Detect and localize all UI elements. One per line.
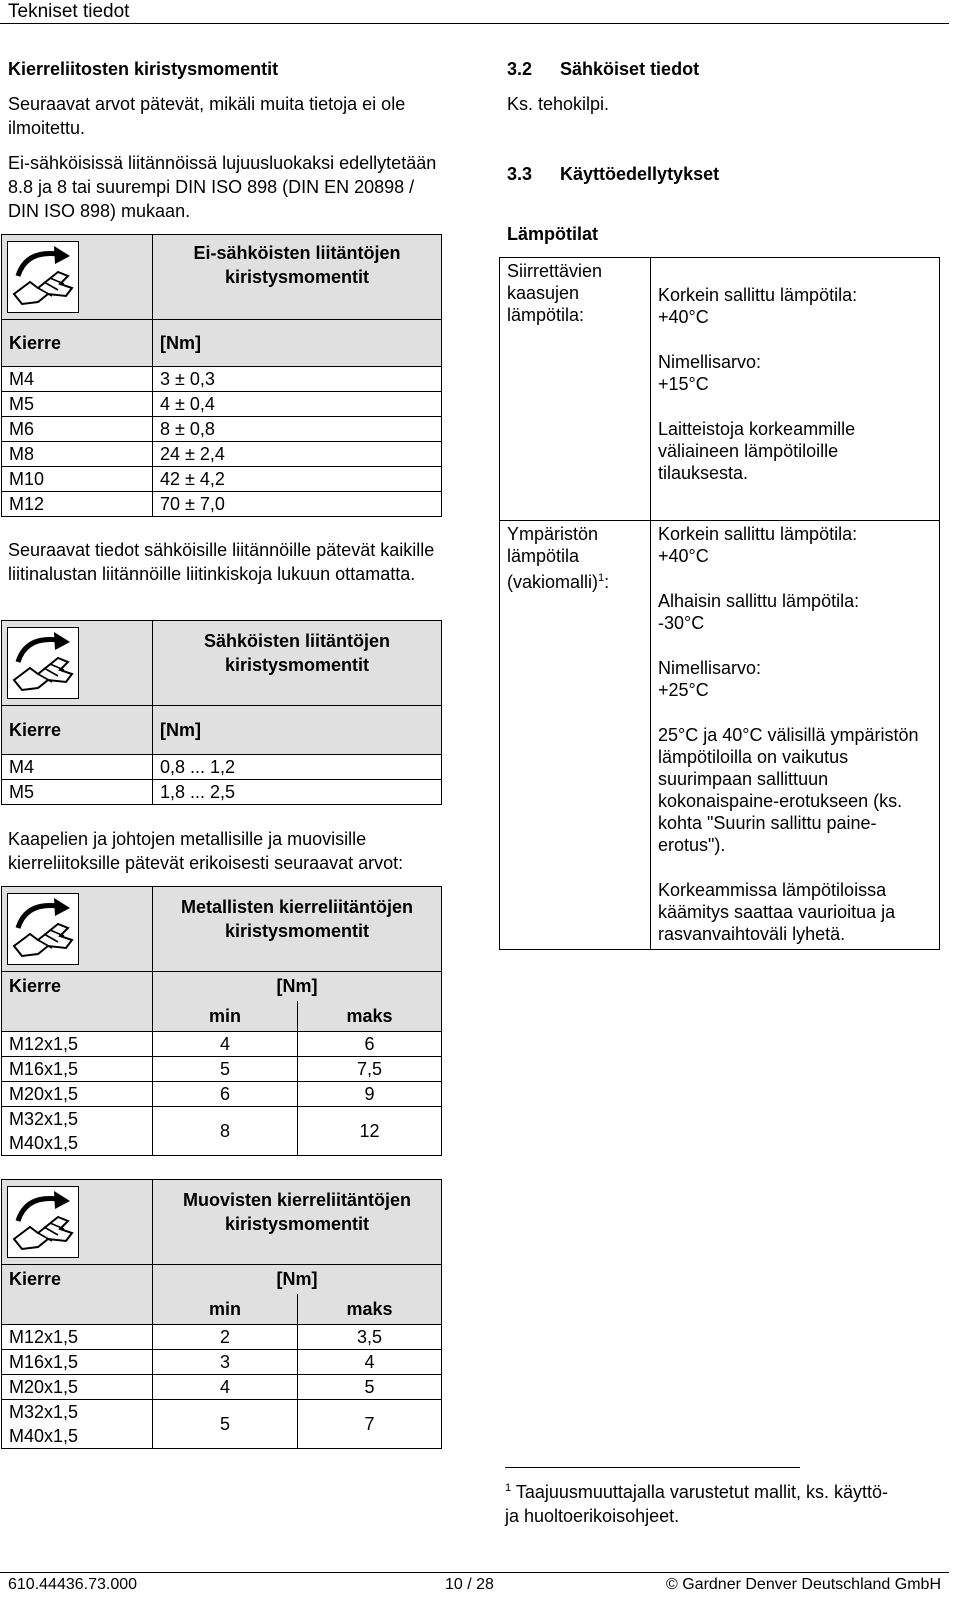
temperature-table: Siirrettävien kaasujen lämpötila: Korkein sallittu lämpötila: +40°C Nimellisarvo: +15°C Laitteistoja korkeammille väliaineen lämpötiloille tilauksesta. Ympäristön lämpötila (vakiomalli)$^1$: Korkein sallittu lämpötila: +40°C Alhaisin sallittu lämpötila: -30°C Nimellisarvo: +25°C 25°C ja 40°C välisillä ympäristön lämpötiloilla on vaikutus suurimpaan sallittuun kokonaispaine-erotukseen (ks. kohta "Suurin sallittu paine-erotus"). Korkeammissa lämpötiloissa käämitys saattaa vaurioitua ja rasvanvaihtoväli lyhetä. [499, 257, 940, 950]
ambient-temp-label: Ympäristön lämpötila (vakiomalli)$^1$: [500, 521, 651, 950]
page-footer [0, 1572, 949, 1598]
table-row: M32x1,5 M40x1,5 [2, 1107, 153, 1156]
table-row: M4 [2, 755, 153, 780]
metal-gland-torque-table: Metallisten kierreliitäntöjen kiristysmomentit Kierre [Nm] min maks M12x1,5 4 6 M16x1,5 5 7,5 M20x1,5 6 9 M32x1,5 M40x1,5 8 12 [1, 886, 442, 1156]
table-row: M8 [2, 442, 153, 467]
copyright: © Gardner Denver Deutschland GmbH [665, 1576, 941, 1593]
table4-col-max: maks [298, 1294, 442, 1325]
table-row: M20x1,5 [2, 1375, 153, 1400]
table-row: M12 [2, 492, 153, 517]
table-row: M12x1,5 [2, 1032, 153, 1057]
table3-title-line2: kiristysmomentit [224, 921, 370, 941]
section-3-3-heading: 3.3 Käyttöedellytykset [507, 164, 720, 184]
electrical-intro-paragraph: Seuraavat tiedot sähköisille liitännöille pätevät kaikille liitinalustan liitännöille liitinkiskoja lukuun ottamatta. [8, 540, 435, 584]
page-number: 10 / 28 [445, 1576, 494, 1593]
temperatures-heading: Lämpötilat [507, 224, 599, 244]
table3-col-thread: Kierre [2, 972, 153, 1032]
wrench-hand-icon [7, 241, 79, 313]
section-3-2-heading: 3.2 Sähköiset tiedot [507, 59, 700, 79]
table1-col-unit: [Nm] [153, 320, 442, 367]
wrench-hand-icon [7, 1186, 79, 1258]
table1-title-line1: Ei-sähköisten liitäntöjen [193, 243, 401, 263]
intro-paragraph-1: Seuraavat arvot pätevät, mikäli muita tietoja ei ole ilmoitettu. [8, 94, 406, 138]
table4-col-thread: Kierre [2, 1265, 153, 1325]
footnote: $^1$ Taajuusmuuttajalla varustetut mallit, ks. käyttö- ja huoltoerikoisohjeet. [505, 1482, 888, 1526]
plastic-gland-torque-table: Muovisten kierreliitäntöjen kiristysmomentit Kierre [Nm] min maks M12x1,5 2 3,5 M16x1,5 3 4 M20x1,5 4 5 M32x1,5 M40x1,5 5 7 [1, 1179, 442, 1449]
gas-temp-label: Siirrettävien kaasujen lämpötila: [500, 258, 651, 521]
section-3-2-text: Ks. tehokilpi. [507, 94, 610, 114]
table-row: M16x1,5 [2, 1350, 153, 1375]
table2-title-line1: Sähköisten liitäntöjen [203, 631, 391, 651]
table-row: M5 [2, 780, 153, 805]
intro-paragraph-2: Ei-sähköisissä liitännöissä lujuusluokaksi edellytetään 8.8 ja 8 tai suurempi DIN ISO 898 (DIN EN 20898 / DIN ISO 898) mukaan. [8, 153, 437, 221]
wrench-hand-icon [7, 627, 79, 699]
page-header [0, 0, 949, 24]
table2-col-thread: Kierre [2, 706, 153, 755]
table-row: M20x1,5 [2, 1082, 153, 1107]
table-row: M4 [2, 367, 153, 392]
table3-col-max: maks [298, 1001, 442, 1032]
table2-col-unit: [Nm] [153, 706, 442, 755]
table2-title-line2: kiristysmomentit [224, 655, 370, 675]
table-row: M12x1,5 [2, 1325, 153, 1350]
table1-col-thread: Kierre [2, 320, 153, 367]
table-row: M6 [2, 417, 153, 442]
wrench-hand-icon [7, 893, 79, 965]
non-electrical-torque-table: Ei-sähköisten liitäntöjen kiristysmomentit Kierre [Nm] M4 3 ± 0,3 M5 4 ± 0,4 M6 8 ± 0,8 M8 24 ± 2,4 M10 42 ± 4,2 M12 70 ± 7,0 [1, 234, 442, 517]
table-row: M5 [2, 392, 153, 417]
table4-col-min: min [153, 1294, 298, 1325]
torque-section-title: Kierreliitosten kiristysmomentit [8, 59, 279, 79]
table4-col-unit: [Nm] [153, 1265, 442, 1294]
table3-col-unit: [Nm] [153, 972, 442, 1001]
table3-title-line1: Metallisten kierreliitäntöjen [180, 897, 414, 917]
electrical-torque-table: Sähköisten liitäntöjen kiristysmomentit Kierre [Nm] M4 0,8 ... 1,2 M5 1,8 ... 2,5 [1, 620, 442, 805]
header-title: Tekniset tiedot [8, 1, 130, 22]
table-row: M32x1,5 M40x1,5 [2, 1400, 153, 1449]
table3-col-min: min [153, 1001, 298, 1032]
cable-paragraph: Kaapelien ja johtojen metallisille ja muovisille kierreliitoksille pätevät erikoisesti seuraavat arvot: [8, 829, 404, 873]
table4-title-line2: kiristysmomentit [224, 1214, 370, 1234]
doc-number: 610.44436.73.000 [8, 1576, 138, 1593]
footnote-rule [505, 1467, 800, 1468]
table1-title-line2: kiristysmomentit [224, 267, 370, 287]
table4-title-line1: Muovisten kierreliitäntöjen [182, 1190, 412, 1210]
table-row: M10 [2, 467, 153, 492]
table-row: M16x1,5 [2, 1057, 153, 1082]
